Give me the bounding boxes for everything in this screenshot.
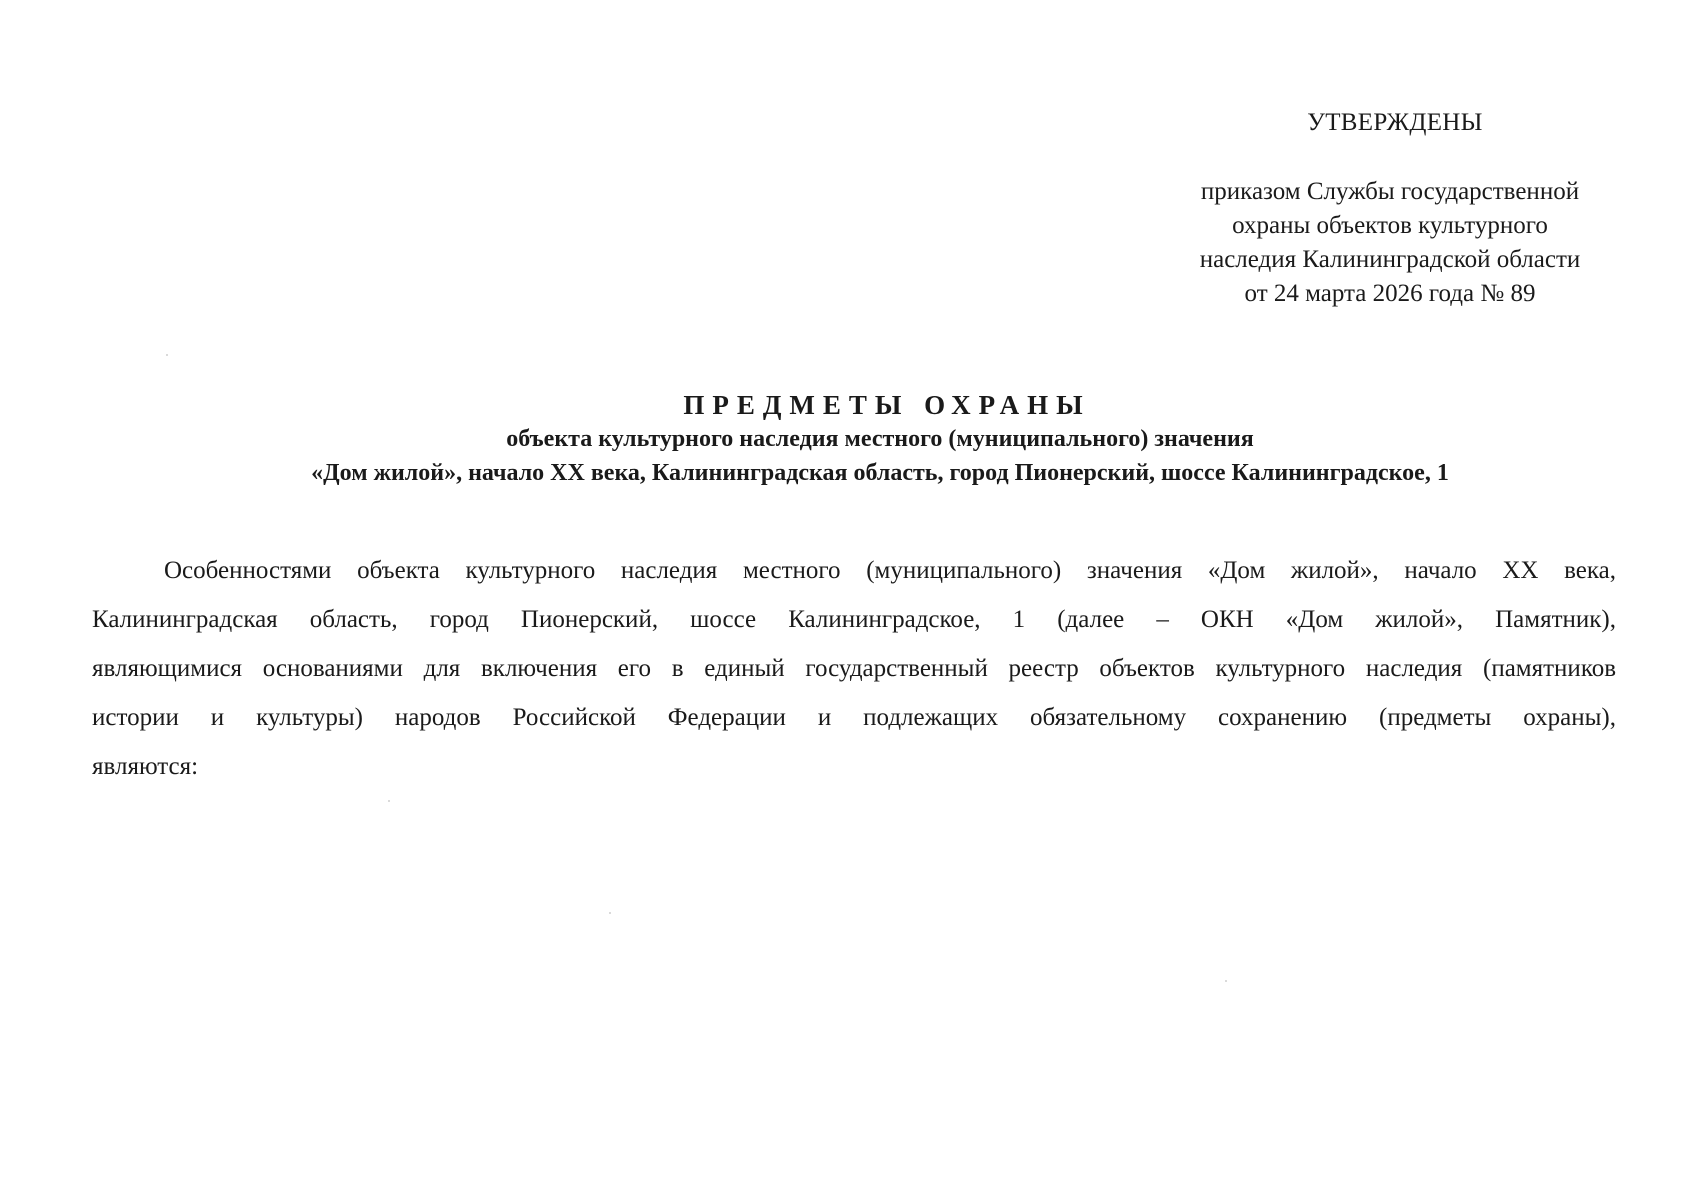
document-subtitle-line: «Дом жилой», начало XX века, Калининградская область, город Пионерский, шоссе Калининградское, 1 [311, 460, 1449, 486]
title-block [60, 388, 1697, 490]
scan-speck [166, 354, 168, 356]
paragraph-line: истории и культуры) народов Российской Федерации и подлежащих обязательному сохранению (предметы охраны), [92, 704, 1616, 731]
paragraph-line: Калининградская область, город Пионерский, шоссе Калининградское, 1 (далее – ОКН «Дом жилой», Памятник), [92, 606, 1616, 633]
scan-speck [1225, 980, 1227, 982]
approval-basis-line: охраны объектов культурного [1232, 212, 1548, 239]
document-subtitle-line: объекта культурного наследия местного (муниципального) значения [506, 426, 1254, 452]
scan-speck [609, 912, 611, 914]
approval-basis-line: приказом Службы государственной [1200, 178, 1580, 205]
approval-heading: УТВЕРЖДЕНЫ [1307, 109, 1483, 136]
scan-speck [388, 800, 390, 802]
document-title: ПРЕДМЕТЫ ОХРАНЫ [683, 390, 1091, 420]
paragraph-line: являются: [92, 753, 199, 780]
approval-order-date: от 24 марта 2026 года № 89 [1244, 280, 1536, 307]
paragraph-line: Особенностями объекта культурного наследия местного (муниципального) значения «Дом жилой», начало XX века, [164, 557, 1616, 584]
approval-basis-line: наследия Калининградской области [1199, 246, 1581, 273]
paragraph-line: являющимися основаниями для включения его в единый государственный реестр объектов культурного наследия (памятников [92, 655, 1616, 682]
approval-basis [1160, 175, 1620, 311]
body-paragraph [92, 546, 1616, 791]
